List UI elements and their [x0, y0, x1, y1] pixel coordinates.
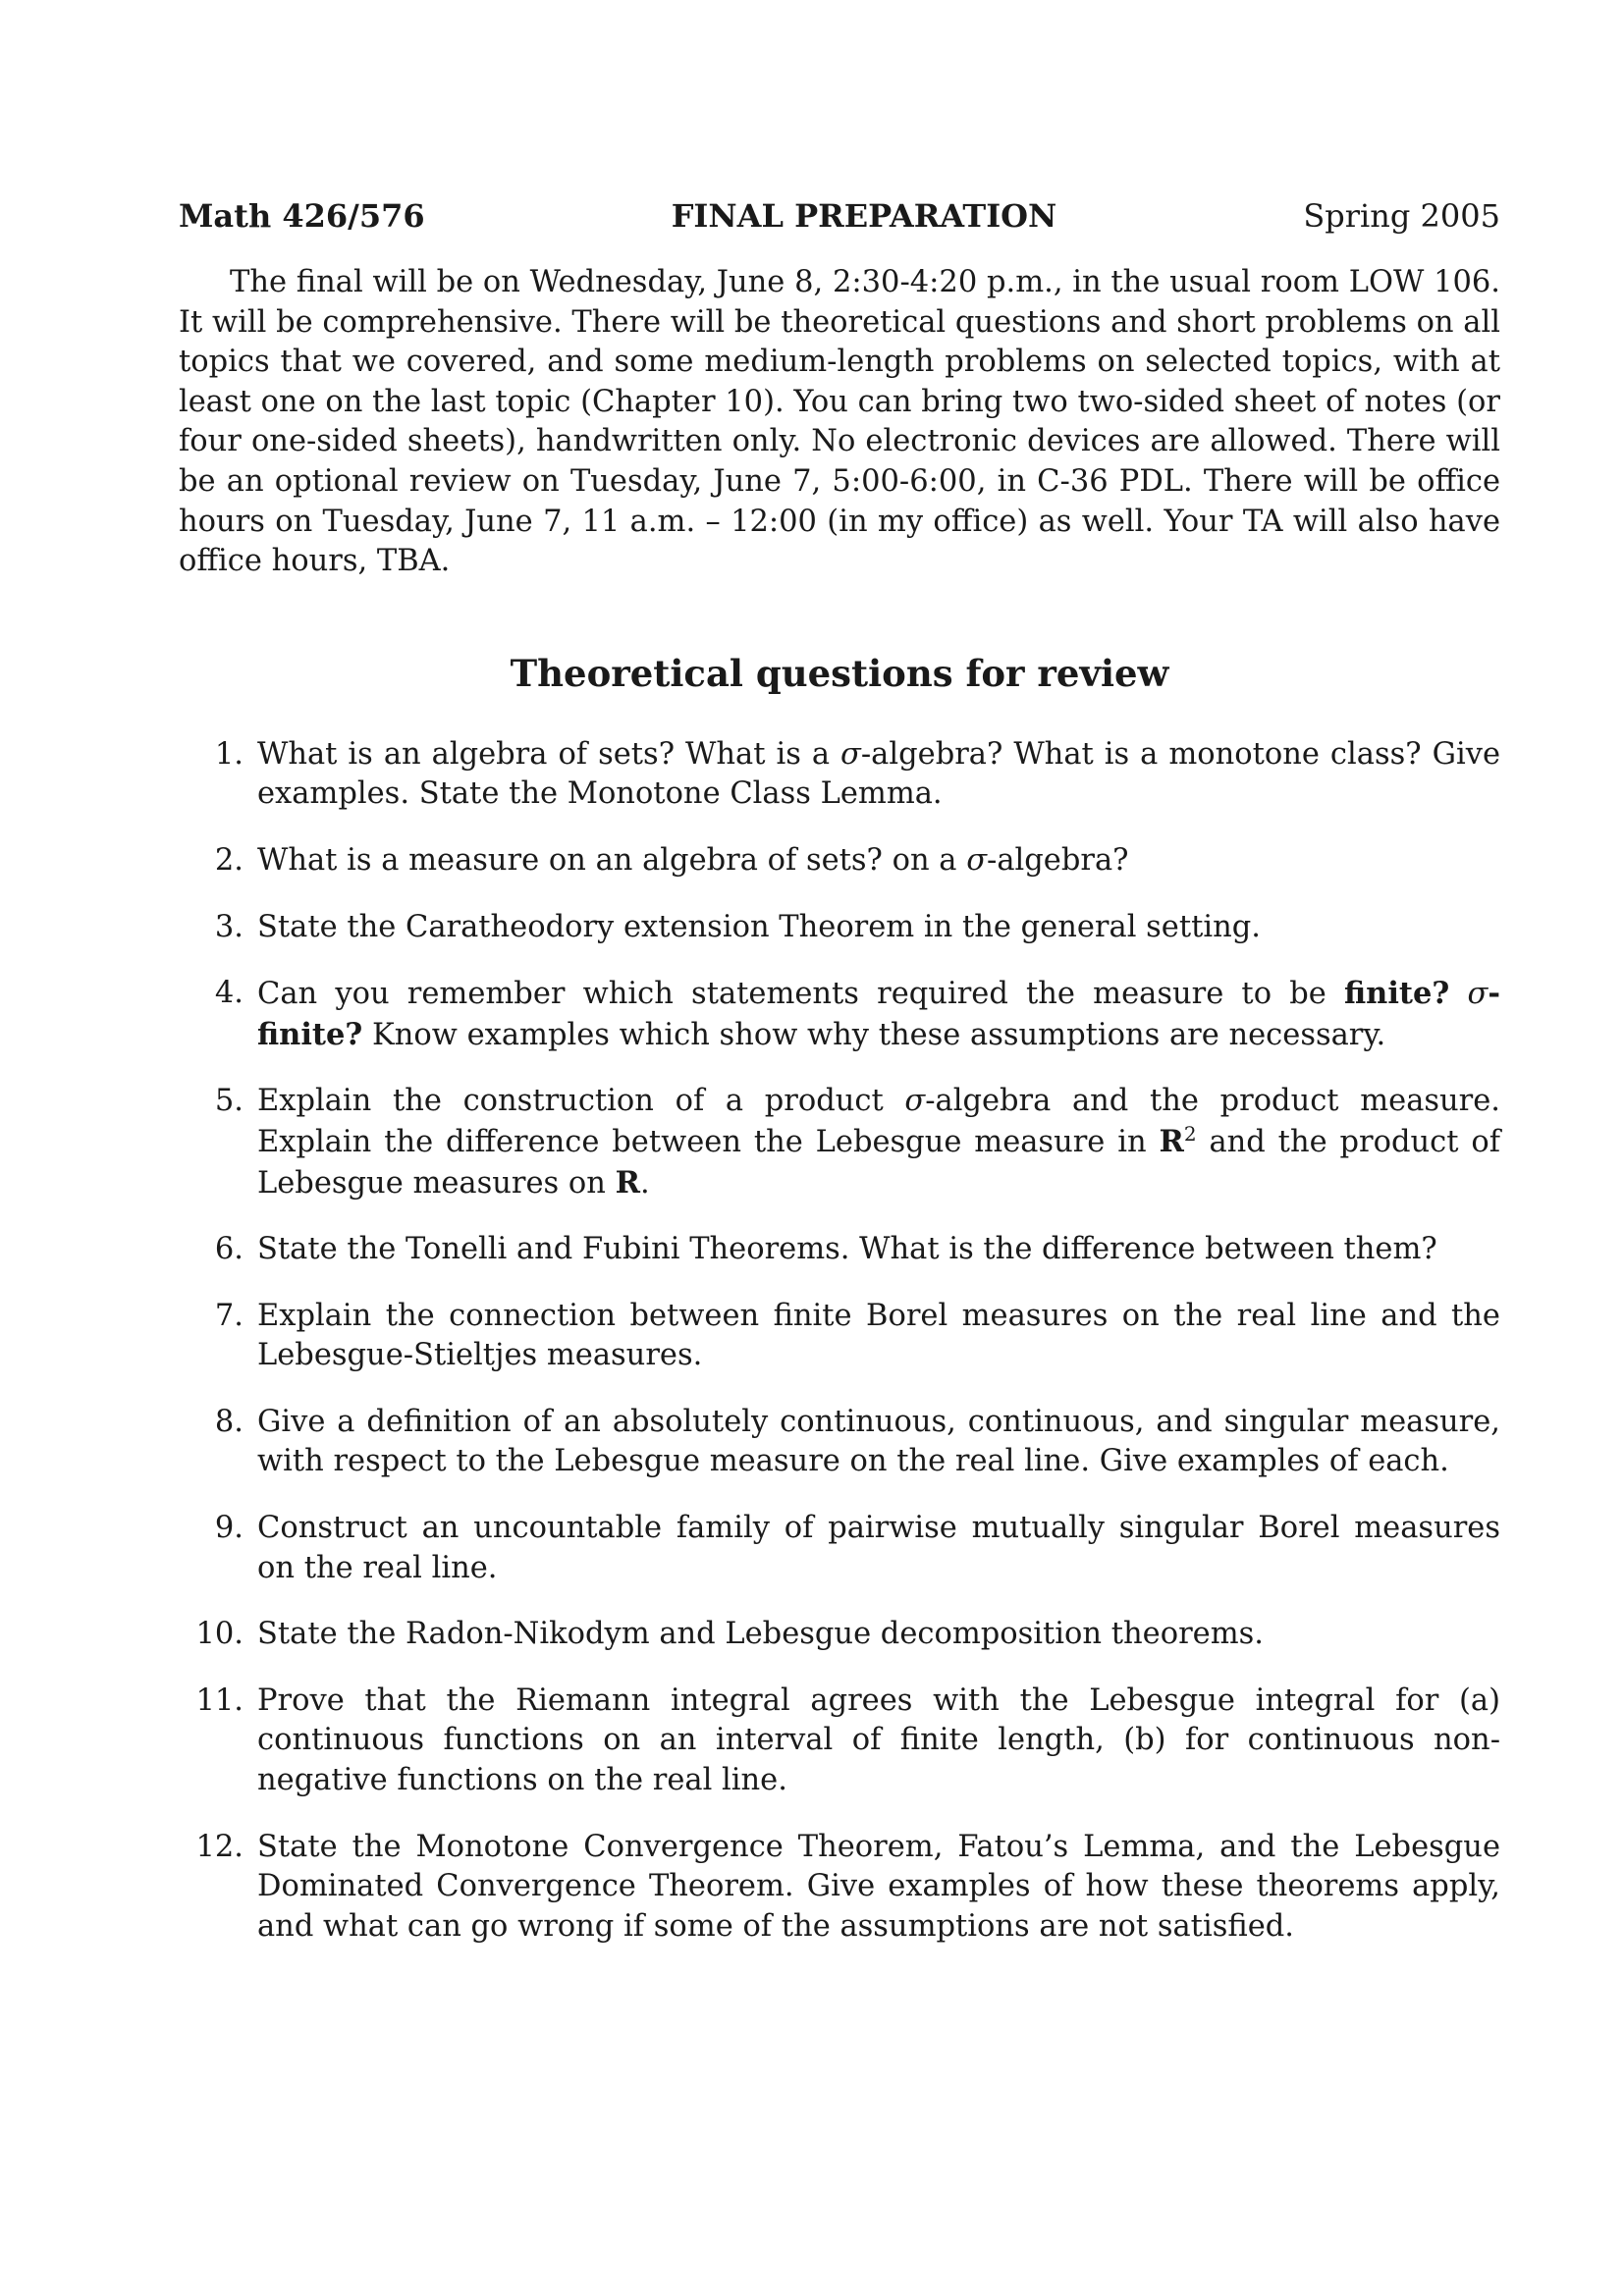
- question-text: Give a definition of an absolutely continuous, continuous, and singular measure, with respect to the Lebesgue measure on the real line. Give examples of each.: [257, 1404, 1500, 1479]
- question-item: [179, 974, 1500, 1055]
- question-list: [179, 735, 1500, 1948]
- question-number: 1.: [214, 736, 244, 772]
- question-number: 6.: [214, 1232, 244, 1267]
- question-text: Explain the construction of a product σ-algebra and the product measure. Explain the difference between the Lebesgue measure in $R^2$ and the product of Lebesgue measures on R.: [257, 1084, 1501, 1201]
- question-text: Construct an uncountable family of pairwise mutually singular Borel measures on the real line.: [257, 1511, 1500, 1585]
- document-title: FINAL PREPARATION: [671, 197, 1057, 235]
- question-number: 4.: [214, 976, 244, 1011]
- question-item: [179, 841, 1500, 881]
- question-item: [179, 1297, 1500, 1376]
- document-page: [179, 196, 1500, 1973]
- question-number: 11.: [195, 1682, 244, 1718]
- question-item: [179, 1403, 1500, 1482]
- question-number: 5.: [214, 1084, 244, 1119]
- question-number: 8.: [214, 1404, 244, 1439]
- question-text: Prove that the Riemann integral agrees with the Lebesgue integral for (a) continuous functions on an interval of finite length, (b) for continuous non-negative functions on the real line.: [257, 1682, 1500, 1798]
- question-number: 10.: [195, 1617, 244, 1652]
- question-text: State the Radon-Nikodym and Lebesgue decomposition theorems.: [257, 1617, 1264, 1652]
- question-text: State the Tonelli and Fubini Theorems. What is the difference between them?: [257, 1232, 1437, 1267]
- question-text: Explain the connection between finite Borel measures on the real line and the Lebesgue-Stieltjes measures.: [257, 1298, 1500, 1373]
- question-text: What is a measure on an algebra of sets? on a σ-algebra?: [257, 842, 1129, 878]
- course-name: Math 426/576: [179, 197, 425, 235]
- question-item: [179, 735, 1500, 815]
- question-text: Can you remember which statements required the measure to be finite? σ-finite? Know examples which show why these assumptions are necessary.: [257, 976, 1500, 1052]
- question-item: [179, 908, 1500, 948]
- question-number: 7.: [214, 1298, 244, 1333]
- question-text: State the Monotone Convergence Theorem, Fatou’s Lemma, and the Lebesgue Dominated Convergence Theorem. Give examples of how these theorems apply, and what can go wrong if some of the assumptions are not satisfied.: [257, 1829, 1500, 1944]
- question-number: 2.: [214, 842, 244, 878]
- question-number: 3.: [214, 909, 244, 944]
- question-item: [179, 1615, 1500, 1655]
- question-text: What is an algebra of sets? What is a σ-algebra? What is a monotone class? Give examples. State the Monotone Class Lemma.: [257, 736, 1500, 812]
- question-text: State the Caratheodory extension Theorem in the general setting.: [257, 909, 1261, 944]
- question-item: [179, 1828, 1500, 1948]
- page-header: [179, 196, 1500, 236]
- question-item: [179, 1682, 1500, 1801]
- question-number: 12.: [195, 1829, 244, 1864]
- question-item: [179, 1230, 1500, 1270]
- question-number: 9.: [214, 1511, 244, 1546]
- question-item: [179, 1509, 1500, 1588]
- intro-paragraph: The final will be on Wednesday, June 8, 2:30-4:20 p.m., in the usual room LOW 106. It will be comprehensive. There will be theoretical questions and short problems on all topics that we covered, and some medium-length problems on selected topics, with at least one on the last topic (Chapter 10). You can bring two two-sided sheet of notes (or four one-sided sheets), handwritten only. No electronic devices are allowed. There will be an optional review on Tuesday, June 7, 5:00-6:00, in C-36 PDL. There will be office hours on Tuesday, June 7, 11 a.m. – 12:00 (in my office) as well. Your TA will also have office hours, TBA.: [179, 265, 1500, 579]
- section-title: Theoretical questions for review: [510, 651, 1169, 695]
- question-item: [179, 1082, 1500, 1203]
- term: Spring 2005: [1303, 197, 1500, 235]
